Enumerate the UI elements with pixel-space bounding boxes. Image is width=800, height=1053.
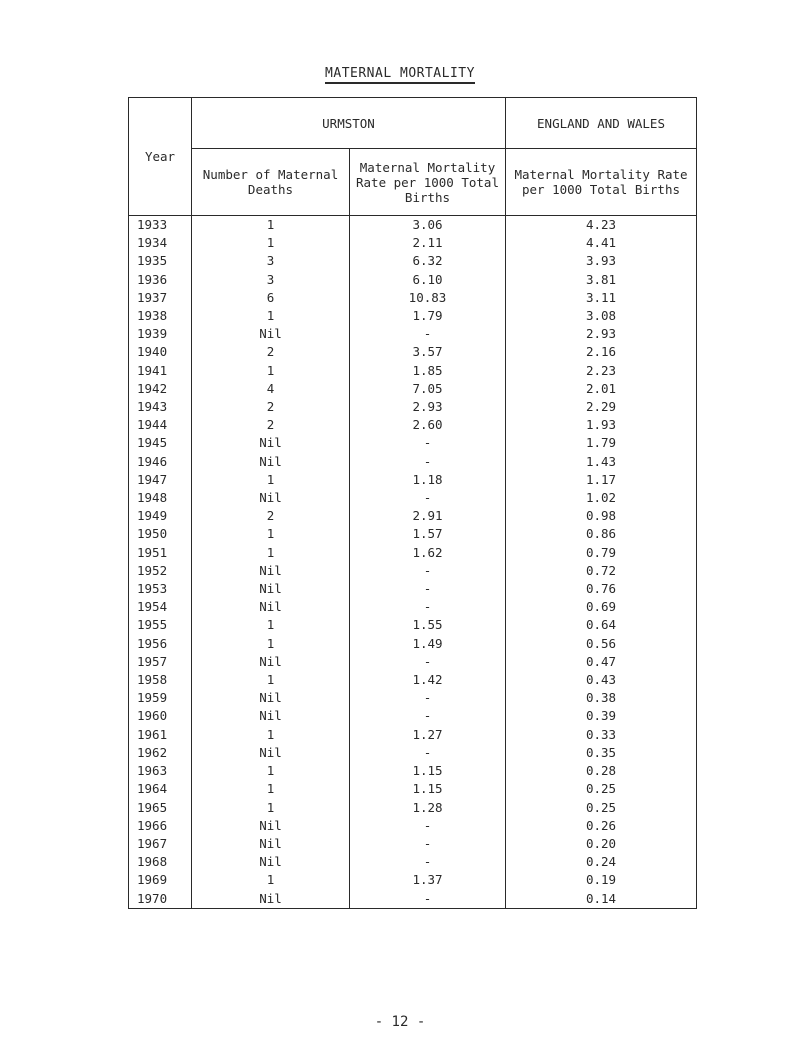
urmston-rate-cell: - <box>350 580 506 598</box>
deaths-cell: 1 <box>192 471 350 489</box>
year-cell: 1967 <box>129 835 192 853</box>
table-row <box>129 471 697 489</box>
table-row <box>129 598 697 616</box>
deaths-cell: 1 <box>192 762 350 780</box>
urmston-rate-cell: - <box>350 707 506 725</box>
page-title: MATERNAL MORTALITY <box>0 66 800 84</box>
table-row <box>129 671 697 689</box>
table-row <box>129 726 697 744</box>
year-cell: 1969 <box>129 871 192 889</box>
deaths-cell: Nil <box>192 434 350 452</box>
urmston-rate-cell: 10.83 <box>350 289 506 307</box>
ew-rate-cell: 0.56 <box>506 635 697 653</box>
ew-rate-cell: 0.25 <box>506 799 697 817</box>
year-cell: 1954 <box>129 598 192 616</box>
ew-rate-cell: 0.25 <box>506 780 697 798</box>
year-cell: 1960 <box>129 707 192 725</box>
urmston-rate-cell: 1.28 <box>350 799 506 817</box>
ew-rate-cell: 0.14 <box>506 890 697 909</box>
year-cell: 1950 <box>129 525 192 543</box>
urmston-rate-cell: - <box>350 853 506 871</box>
ew-rate-cell: 0.43 <box>506 671 697 689</box>
year-cell: 1943 <box>129 398 192 416</box>
ew-rate-cell: 0.35 <box>506 744 697 762</box>
ew-rate-cell: 1.93 <box>506 416 697 434</box>
year-cell: 1956 <box>129 635 192 653</box>
table-row <box>129 653 697 671</box>
urmston-rate-cell: 1.18 <box>350 471 506 489</box>
table-row <box>129 689 697 707</box>
urmston-rate-cell: 3.57 <box>350 343 506 361</box>
table-row <box>129 871 697 889</box>
year-cell: 1953 <box>129 580 192 598</box>
urmston-rate-cell: 2.93 <box>350 398 506 416</box>
urmston-rate-cell: 1.42 <box>350 671 506 689</box>
year-cell: 1963 <box>129 762 192 780</box>
table-row <box>129 416 697 434</box>
deaths-cell: 1 <box>192 234 350 252</box>
urmston-rate-cell: 1.15 <box>350 762 506 780</box>
table-row <box>129 489 697 507</box>
urmston-rate-cell: 6.10 <box>350 271 506 289</box>
urmston-rate-cell: - <box>350 744 506 762</box>
year-cell: 1949 <box>129 507 192 525</box>
ew-rate-cell: 0.19 <box>506 871 697 889</box>
deaths-cell: Nil <box>192 562 350 580</box>
year-cell: 1948 <box>129 489 192 507</box>
deaths-cell: Nil <box>192 325 350 343</box>
deaths-cell: 1 <box>192 362 350 380</box>
year-cell: 1951 <box>129 544 192 562</box>
deaths-cell: Nil <box>192 598 350 616</box>
urmston-rate-cell: 1.49 <box>350 635 506 653</box>
deaths-cell: 1 <box>192 616 350 634</box>
year-cell: 1959 <box>129 689 192 707</box>
year-cell: 1939 <box>129 325 192 343</box>
table-body <box>129 216 697 909</box>
ew-rate-cell: 0.76 <box>506 580 697 598</box>
table-row <box>129 362 697 380</box>
deaths-cell: Nil <box>192 707 350 725</box>
table-row <box>129 817 697 835</box>
deaths-cell: 1 <box>192 635 350 653</box>
ew-rate-cell: 3.81 <box>506 271 697 289</box>
ew-rate-cell: 0.26 <box>506 817 697 835</box>
ew-rate-cell: 2.29 <box>506 398 697 416</box>
deaths-cell: Nil <box>192 835 350 853</box>
table-row <box>129 234 697 252</box>
deaths-cell: 3 <box>192 252 350 270</box>
urmston-rate-cell: 1.85 <box>350 362 506 380</box>
ew-rate-cell: 2.93 <box>506 325 697 343</box>
year-cell: 1946 <box>129 453 192 471</box>
deaths-header <box>192 149 350 216</box>
ew-rate-cell: 0.38 <box>506 689 697 707</box>
urmston-rate-cell: - <box>350 434 506 452</box>
deaths-cell: 1 <box>192 780 350 798</box>
year-header: Year <box>129 98 192 216</box>
ew-rate-cell: 4.23 <box>506 216 697 235</box>
deaths-cell: Nil <box>192 689 350 707</box>
deaths-cell: Nil <box>192 817 350 835</box>
urmston-rate-cell: 1.55 <box>350 616 506 634</box>
deaths-cell: 1 <box>192 871 350 889</box>
table-row <box>129 744 697 762</box>
year-cell: 1965 <box>129 799 192 817</box>
urmston-rate-header-label: Maternal Mortality Rate per 1000 Total Births <box>356 159 499 205</box>
table-row <box>129 853 697 871</box>
table-row <box>129 325 697 343</box>
ew-rate-cell: 0.24 <box>506 853 697 871</box>
year-cell: 1957 <box>129 653 192 671</box>
year-cell: 1970 <box>129 890 192 909</box>
urmston-rate-cell: 6.32 <box>350 252 506 270</box>
year-cell: 1952 <box>129 562 192 580</box>
urmston-rate-cell: 2.11 <box>350 234 506 252</box>
deaths-cell: Nil <box>192 653 350 671</box>
urmston-rate-cell: - <box>350 653 506 671</box>
urmston-header: URMSTON <box>192 98 506 149</box>
deaths-cell: 2 <box>192 398 350 416</box>
ew-rate-cell: 2.16 <box>506 343 697 361</box>
urmston-rate-cell: - <box>350 890 506 909</box>
table-row <box>129 380 697 398</box>
table-row <box>129 580 697 598</box>
ew-rate-cell: 0.79 <box>506 544 697 562</box>
ew-rate-cell: 1.02 <box>506 489 697 507</box>
urmston-rate-cell: - <box>350 489 506 507</box>
year-cell: 1964 <box>129 780 192 798</box>
table-row <box>129 835 697 853</box>
table-row <box>129 544 697 562</box>
year-cell: 1941 <box>129 362 192 380</box>
ew-rate-cell: 3.11 <box>506 289 697 307</box>
urmston-rate-cell: 7.05 <box>350 380 506 398</box>
ew-rate-cell: 0.39 <box>506 707 697 725</box>
table-row <box>129 271 697 289</box>
urmston-rate-cell: 2.91 <box>350 507 506 525</box>
deaths-cell: 2 <box>192 343 350 361</box>
urmston-rate-cell: 1.79 <box>350 307 506 325</box>
deaths-cell: Nil <box>192 890 350 909</box>
table-row <box>129 307 697 325</box>
table-row <box>129 343 697 361</box>
deaths-cell: 3 <box>192 271 350 289</box>
urmston-rate-cell: 2.60 <box>350 416 506 434</box>
year-cell: 1955 <box>129 616 192 634</box>
ew-rate-cell: 3.93 <box>506 252 697 270</box>
year-cell: 1961 <box>129 726 192 744</box>
year-cell: 1947 <box>129 471 192 489</box>
ew-rate-cell: 0.20 <box>506 835 697 853</box>
ew-rate-header-label: Maternal Mortality Rate per 1000 Total Births <box>514 167 688 197</box>
table-row <box>129 762 697 780</box>
ew-rate-cell: 1.43 <box>506 453 697 471</box>
deaths-cell: Nil <box>192 853 350 871</box>
table-row <box>129 616 697 634</box>
deaths-cell: Nil <box>192 580 350 598</box>
year-cell: 1933 <box>129 216 192 235</box>
ew-rate-cell: 0.98 <box>506 507 697 525</box>
deaths-cell: 1 <box>192 671 350 689</box>
table-row <box>129 289 697 307</box>
page-number: - 12 - <box>374 1014 426 1030</box>
table-row <box>129 525 697 543</box>
table-row <box>129 252 697 270</box>
year-cell: 1936 <box>129 271 192 289</box>
year-cell: 1968 <box>129 853 192 871</box>
urmston-rate-cell: - <box>350 325 506 343</box>
urmston-rate-cell: - <box>350 817 506 835</box>
year-cell: 1935 <box>129 252 192 270</box>
deaths-cell: 1 <box>192 216 350 235</box>
ew-rate-cell: 0.64 <box>506 616 697 634</box>
deaths-cell: 2 <box>192 416 350 434</box>
deaths-cell: 1 <box>192 799 350 817</box>
ew-rate-cell: 2.01 <box>506 380 697 398</box>
year-cell: 1940 <box>129 343 192 361</box>
year-cell: 1938 <box>129 307 192 325</box>
ew-rate-cell: 1.17 <box>506 471 697 489</box>
urmston-rate-cell: 1.15 <box>350 780 506 798</box>
urmston-rate-cell: - <box>350 562 506 580</box>
ew-rate-cell: 0.86 <box>506 525 697 543</box>
table-row <box>129 780 697 798</box>
urmston-rate-cell: - <box>350 598 506 616</box>
deaths-cell: Nil <box>192 744 350 762</box>
ew-rate-cell: 0.47 <box>506 653 697 671</box>
year-cell: 1958 <box>129 671 192 689</box>
table-row <box>129 707 697 725</box>
urmston-rate-cell: 3.06 <box>350 216 506 235</box>
table-row <box>129 398 697 416</box>
ew-rate-header <box>506 149 697 216</box>
year-cell: 1966 <box>129 817 192 835</box>
table-row <box>129 635 697 653</box>
year-cell: 1962 <box>129 744 192 762</box>
table-row <box>129 799 697 817</box>
ew-rate-cell: 0.69 <box>506 598 697 616</box>
table-row <box>129 562 697 580</box>
urmston-rate-cell: - <box>350 689 506 707</box>
urmston-rate-header <box>350 149 506 216</box>
ew-rate-cell: 0.28 <box>506 762 697 780</box>
maternal-mortality-table <box>128 97 697 909</box>
table-row <box>129 890 697 909</box>
deaths-cell: 1 <box>192 726 350 744</box>
england-wales-header: ENGLAND AND WALES <box>506 98 697 149</box>
deaths-cell: 1 <box>192 525 350 543</box>
ew-rate-cell: 0.72 <box>506 562 697 580</box>
urmston-rate-cell: - <box>350 835 506 853</box>
ew-rate-cell: 0.33 <box>506 726 697 744</box>
deaths-cell: 4 <box>192 380 350 398</box>
deaths-cell: Nil <box>192 453 350 471</box>
urmston-rate-cell: - <box>350 453 506 471</box>
deaths-cell: Nil <box>192 489 350 507</box>
table-row <box>129 216 697 235</box>
year-cell: 1934 <box>129 234 192 252</box>
deaths-header-label: Number of Maternal Deaths <box>202 167 339 197</box>
urmston-rate-cell: 1.62 <box>350 544 506 562</box>
deaths-cell: 2 <box>192 507 350 525</box>
urmston-rate-cell: 1.57 <box>350 525 506 543</box>
urmston-rate-cell: 1.27 <box>350 726 506 744</box>
deaths-cell: 1 <box>192 544 350 562</box>
ew-rate-cell: 4.41 <box>506 234 697 252</box>
ew-rate-cell: 2.23 <box>506 362 697 380</box>
year-cell: 1945 <box>129 434 192 452</box>
deaths-cell: 6 <box>192 289 350 307</box>
table-row <box>129 453 697 471</box>
ew-rate-cell: 3.08 <box>506 307 697 325</box>
urmston-rate-cell: 1.37 <box>350 871 506 889</box>
deaths-cell: 1 <box>192 307 350 325</box>
year-cell: 1944 <box>129 416 192 434</box>
year-cell: 1942 <box>129 380 192 398</box>
table-row <box>129 507 697 525</box>
year-cell: 1937 <box>129 289 192 307</box>
table-row <box>129 434 697 452</box>
ew-rate-cell: 1.79 <box>506 434 697 452</box>
